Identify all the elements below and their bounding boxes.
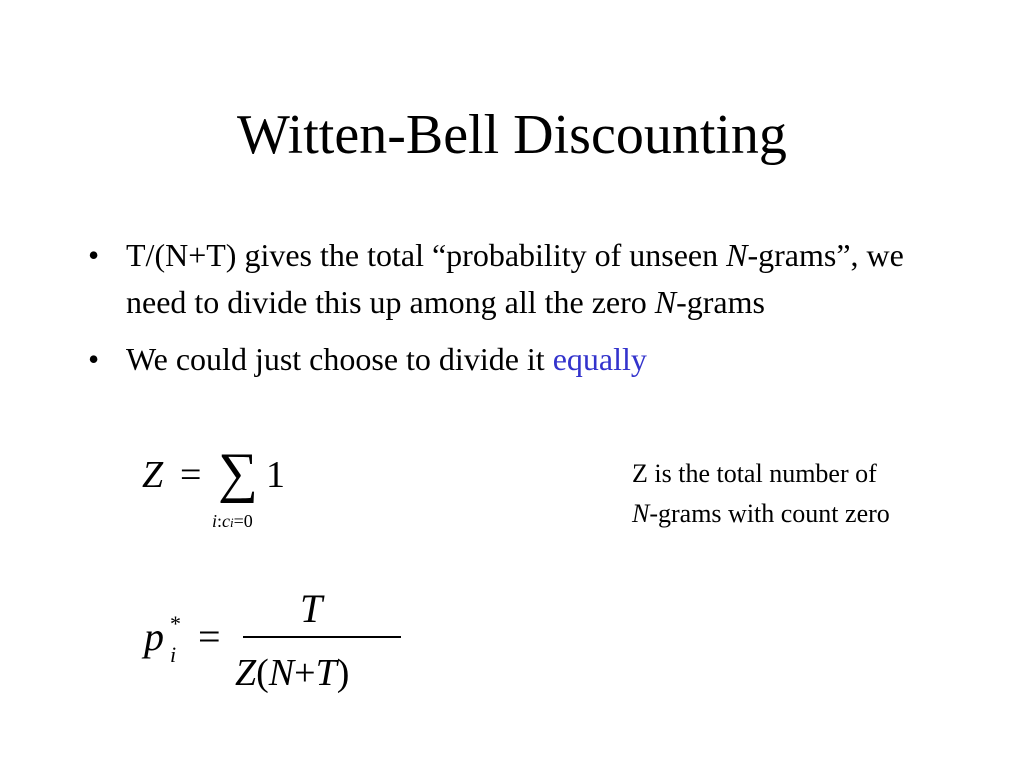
bullet-marker: • [88, 237, 100, 273]
formula-z-equals: = [180, 454, 202, 496]
note-line-2: N-grams with count zero [632, 499, 890, 528]
formula-p-superscript: * [170, 611, 181, 636]
fraction-bar [243, 636, 401, 638]
formula-p-subscript: i [170, 642, 177, 667]
highlight-equally: equally [552, 341, 647, 377]
z-definition-note [632, 454, 890, 534]
bullet-item-unseen-probability [88, 232, 918, 326]
italic-n: N [632, 499, 650, 528]
formula-p-lhs: p [144, 614, 164, 659]
sum-subscript: i:ci=0 [212, 511, 253, 531]
bullet-text: -grams [676, 284, 765, 320]
bullet-text: We could just choose to divide it [126, 341, 553, 377]
formula-z-lhs: Z [142, 454, 164, 496]
bullet-list [88, 232, 918, 393]
italic-n: N [726, 237, 748, 273]
bullet-text: -grams”, we need to divide this up among all the zero [126, 237, 904, 320]
slide-title: Witten-Bell Discounting [237, 104, 787, 166]
fraction-denominator: Z(N+T) [235, 652, 350, 694]
bullet-item-divide-equally [88, 336, 918, 383]
formula-p-equals: = [198, 614, 221, 659]
formula-z-summand: 1 [266, 454, 285, 496]
bullet-marker: • [88, 341, 100, 377]
sum-symbol: ∑ [218, 442, 258, 504]
fraction-numerator: T [300, 586, 323, 631]
bullet-text: T/(N+T) gives the total “probability of unseen [126, 237, 727, 273]
italic-n: N [654, 284, 677, 320]
note-line-1: Z is the total number of [632, 459, 877, 488]
